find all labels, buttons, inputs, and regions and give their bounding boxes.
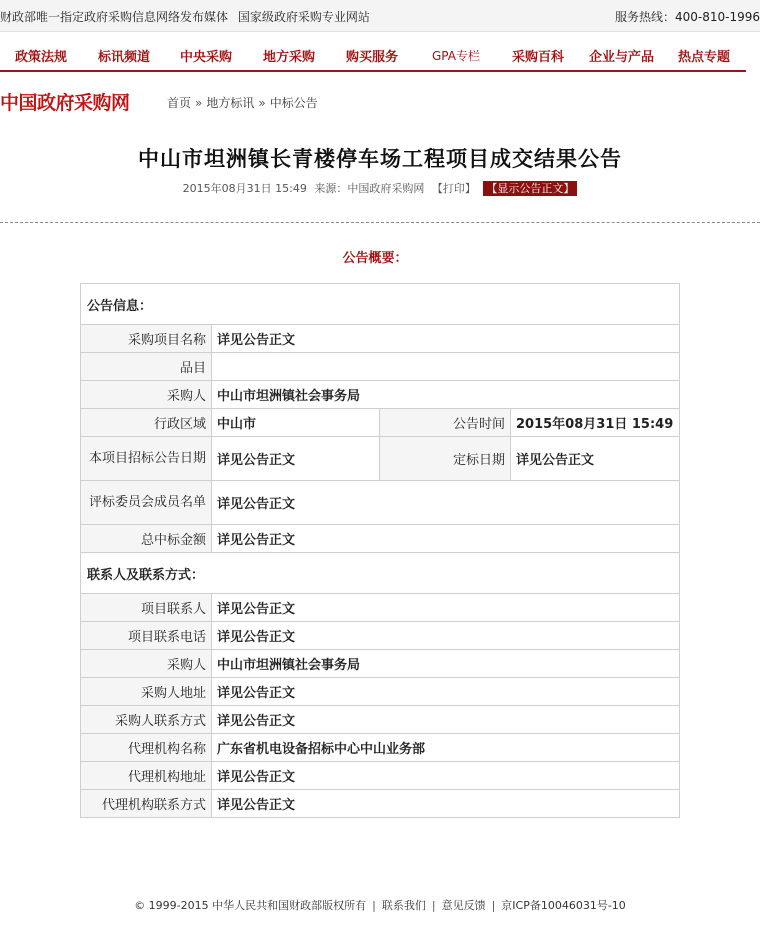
summary-heading: 公告概要： <box>342 251 408 266</box>
show-full-text-button[interactable]: 【显示公告正文】 <box>483 181 577 196</box>
field-label: 行政区域 <box>81 409 212 437</box>
icp-link[interactable]: 京ICP备10046031号-10 <box>501 899 626 912</box>
top-bar <box>0 0 760 32</box>
nav-item-encyclopedia[interactable]: 采购百科 <box>512 50 565 65</box>
field-label: 品目 <box>81 353 212 381</box>
section-row-info <box>81 284 680 325</box>
breadcrumb-separator: » <box>258 96 266 110</box>
field-label: 代理机构名称 <box>81 734 212 762</box>
tagline-national-site: 国家级政府采购专业网站 <box>237 10 370 24</box>
field-label: 采购人 <box>81 381 212 409</box>
section-title-contact: 联系人及联系方式： <box>81 553 680 594</box>
field-value: 详见公告正文 <box>212 325 680 353</box>
field-label: 采购人地址 <box>81 678 212 706</box>
field-label: 定标日期 <box>380 437 511 481</box>
nav-item-purchase-services[interactable]: 购买服务 <box>346 50 399 65</box>
table-row <box>81 437 680 481</box>
service-hotline: 服务热线：400-810-1996 <box>614 10 760 24</box>
field-value: 2015年08月31日 15:49 <box>511 409 680 437</box>
field-value: 详见公告正文 <box>511 437 680 481</box>
top-taglines <box>0 8 370 25</box>
table-row <box>81 381 680 409</box>
field-label: 代理机构地址 <box>81 762 212 790</box>
table-row <box>81 622 680 650</box>
field-value <box>212 353 680 381</box>
table-row <box>81 734 680 762</box>
section-row-contact <box>81 553 680 594</box>
table-row <box>81 353 680 381</box>
field-label: 项目联系人 <box>81 594 212 622</box>
field-label: 总中标金额 <box>81 525 212 553</box>
tagline-official-media: 财政部唯一指定政府采购信息网络发布媒体 <box>0 10 229 24</box>
main-nav <box>0 40 746 72</box>
table-row <box>81 762 680 790</box>
table-row <box>81 678 680 706</box>
article-source: 来源：中国政府采购网 <box>314 182 425 195</box>
field-value: 详见公告正文 <box>212 437 380 481</box>
print-link[interactable]: 【打印】 <box>431 182 476 195</box>
nav-item-hot-topics[interactable]: 热点专题 <box>678 50 731 65</box>
breadcrumb-award-notice[interactable]: 中标公告 <box>269 96 318 110</box>
page-title: 中山市坦洲镇长青楼停车场工程项目成交结果公告 <box>138 147 622 171</box>
table-row <box>81 481 680 525</box>
field-label: 本项目招标公告日期 <box>81 437 212 481</box>
nav-item-local-procurement[interactable]: 地方采购 <box>263 50 316 65</box>
field-value: 详见公告正文 <box>212 790 680 818</box>
field-label: 公告时间 <box>380 409 511 437</box>
field-value: 中山市坦洲镇社会事务局 <box>212 650 680 678</box>
publish-date: 2015年08月31日 15:49 <box>182 182 307 195</box>
nav-item-bid-channel[interactable]: 标讯频道 <box>98 50 151 65</box>
site-logo[interactable]: 中国政府采购网 <box>0 92 130 114</box>
table-row <box>81 409 680 437</box>
article-meta <box>0 180 760 196</box>
field-value: 详见公告正文 <box>212 525 680 553</box>
field-value: 详见公告正文 <box>212 706 680 734</box>
dashed-divider <box>0 222 760 223</box>
field-value: 中山市坦洲镇社会事务局 <box>212 381 680 409</box>
field-label: 采购项目名称 <box>81 325 212 353</box>
footer-separator: | <box>372 899 376 912</box>
nav-item-gpa[interactable]: GPA专栏 <box>432 49 480 63</box>
contact-us-link[interactable]: 联系我们 <box>381 899 426 912</box>
field-value: 详见公告正文 <box>212 481 680 525</box>
nav-item-enterprise-products[interactable]: 企业与产品 <box>589 50 655 65</box>
section-title-info: 公告信息： <box>81 284 680 325</box>
field-value: 详见公告正文 <box>212 762 680 790</box>
notice-summary-table <box>80 283 680 818</box>
table-row <box>81 790 680 818</box>
footer-separator: | <box>431 899 436 912</box>
field-value: 广东省机电设备招标中心中山业务部 <box>212 734 680 762</box>
breadcrumb-local-bids[interactable]: 地方标讯 <box>206 96 255 110</box>
field-value: 详见公告正文 <box>212 594 680 622</box>
field-label: 采购人 <box>81 650 212 678</box>
table-row <box>81 706 680 734</box>
nav-item-central-procurement[interactable]: 中央采购 <box>180 50 233 65</box>
site-footer <box>0 897 760 913</box>
breadcrumb-home[interactable]: 首页 <box>167 96 192 110</box>
breadcrumb-separator: » <box>195 96 203 110</box>
footer-separator: | <box>491 899 496 912</box>
table-row <box>81 594 680 622</box>
field-label: 评标委员会成员名单 <box>81 481 212 525</box>
breadcrumb <box>167 94 318 111</box>
field-label: 项目联系电话 <box>81 622 212 650</box>
feedback-link[interactable]: 意见反馈 <box>441 899 486 912</box>
field-value: 中山市 <box>212 409 380 437</box>
brand-row <box>0 88 760 114</box>
table-row <box>81 525 680 553</box>
field-label: 采购人联系方式 <box>81 706 212 734</box>
table-row <box>81 650 680 678</box>
field-value: 详见公告正文 <box>212 678 680 706</box>
nav-item-policy[interactable]: 政策法规 <box>15 50 68 65</box>
copyright-text: © 1999-2015 中华人民共和国财政部版权所有 <box>134 899 367 912</box>
table-row <box>81 325 680 353</box>
field-value: 详见公告正文 <box>212 622 680 650</box>
field-label: 代理机构联系方式 <box>81 790 212 818</box>
